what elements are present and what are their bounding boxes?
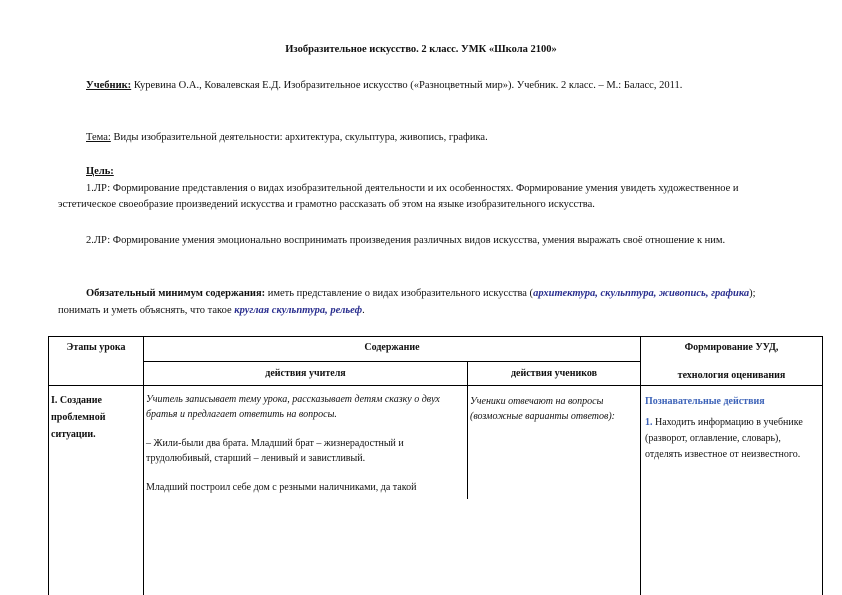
minimum-terms-1: архитектура, скульптура, живопись, графика [533, 288, 750, 299]
row1-teacher-story-cont: Младший построил себе дом с резными наличниками, да такой [146, 482, 417, 493]
header-uud: Формирование УУД, [684, 342, 779, 353]
topic-text: Виды изобразительной деятельности: архитектура, скульптура, живопись, графика. [110, 132, 488, 143]
minimum-text-2: ); понимать и уметь объяснять, что такое [58, 288, 756, 316]
minimum-paragraph [58, 285, 770, 319]
topic-paragraph [58, 130, 770, 146]
row1-uud [645, 394, 819, 463]
uud-num: 1. [645, 417, 653, 428]
goal-label-line [58, 164, 770, 180]
row1-teacher-story: – Жили-были два брата. Младший брат – жизнерадостный и трудолюбивый, старший – ленивый и завистливый. [146, 438, 404, 464]
minimum-text-1: иметь представление о видах изобразительного искусства ( [265, 288, 534, 299]
uud-item [645, 415, 819, 463]
table-border-top [48, 336, 823, 337]
header-tech: технология оценивания [677, 370, 786, 381]
table-divider-2 [467, 361, 468, 499]
table-border-left [48, 336, 49, 595]
goal-2: 2.ЛР: Формирование умения эмоционально воспринимать произведения различных видов искусства, умения выражать своё отношение к ним. [86, 235, 726, 246]
table-subheader-line [143, 361, 640, 362]
row1-teacher-intro: Учитель записывает тему урока, рассказывает детям сказку о двух братья и предлагает ответить на вопросы. [146, 394, 440, 420]
minimum-text-3: . [362, 305, 365, 316]
table-header-bottom [48, 385, 823, 386]
textbook-paragraph [58, 78, 770, 94]
row1-stage: I. Создание проблемной ситуации. [51, 395, 106, 440]
goal-label: Цель: [86, 166, 114, 177]
header-teacher: действия учителя [265, 368, 346, 379]
minimum-terms-2: круглая скульптура, рельеф [234, 305, 363, 316]
textbook-label: Учебник: [86, 80, 132, 91]
row1-students: Ученики отвечают на вопросы (возможные варианты ответов): [470, 396, 615, 422]
document-title: Изобразительное искусство. 2 класс. УМК «Школа 2100» [285, 44, 557, 55]
goal-1: 1.ЛР: Формирование представления о видах изобразительной деятельности и их особенностях. Формирование умения увидеть художественное и эстетическое своеобразие произведений искусства и грамотно рассказать об этом на языке изобразительного искусства. [58, 183, 739, 210]
header-stages: Этапы урока [66, 342, 126, 353]
minimum-label: Обязательный минимум содержания: [86, 288, 266, 299]
textbook-text: Куревина О.А., Ковалевская Е.Д. Изобразительное искусство («Разноцветный мир»). Учебник. 2 класс. – М.: Баласс, 2011. [131, 80, 683, 91]
table-border-right [822, 336, 823, 595]
header-content: Содержание [364, 342, 420, 353]
topic-label: Тема: [86, 132, 111, 143]
uud-head: Познавательные действия [645, 396, 765, 407]
header-students: действия учеников [510, 368, 598, 379]
uud-text: Находить информацию в учебнике (разворот, оглавление, словарь), отделять известное от неизвестного. [645, 417, 803, 460]
